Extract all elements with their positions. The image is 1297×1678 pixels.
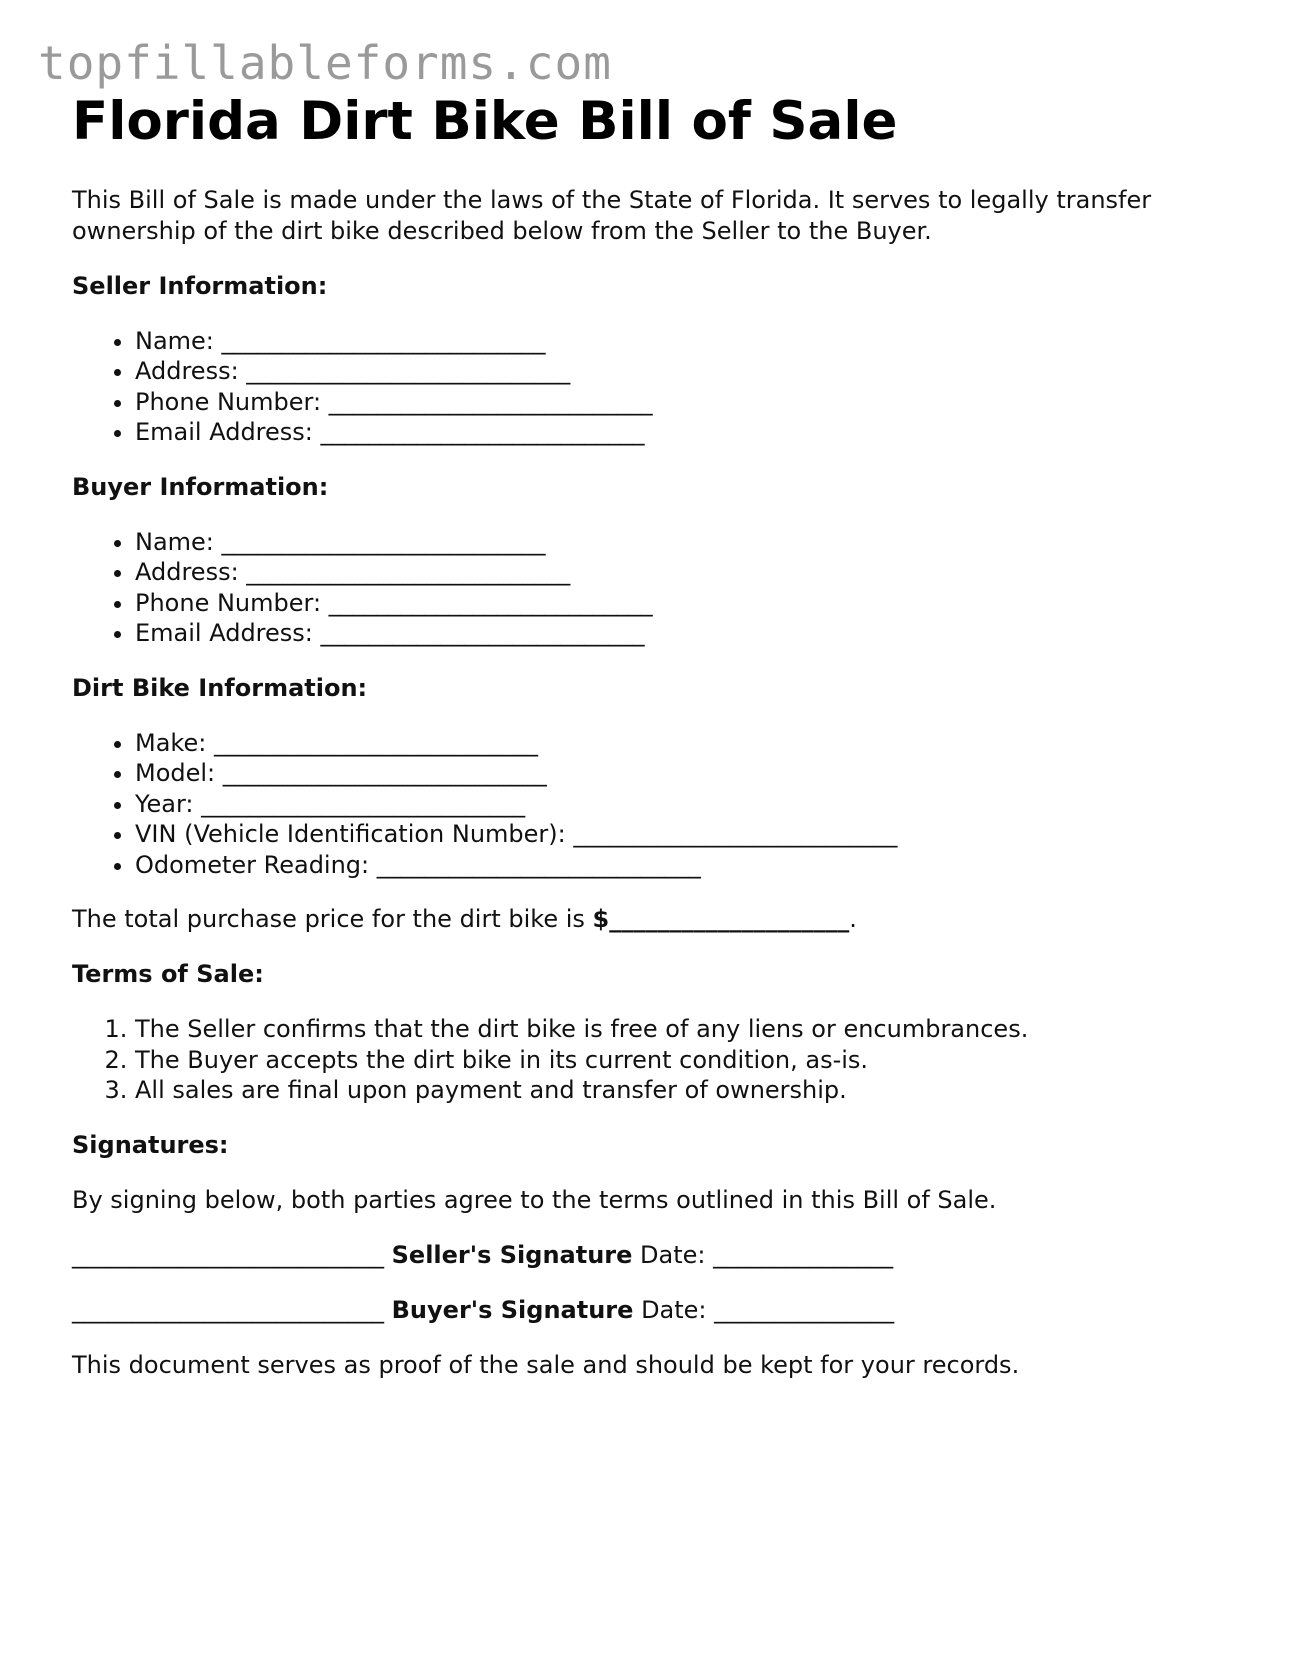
seller-signature-label: Seller's Signature bbox=[391, 1240, 633, 1269]
purchase-price-line bbox=[72, 904, 1252, 935]
buyer-name-field[interactable]: • Name: ___________________________ bbox=[135, 527, 1252, 558]
bike-year-field[interactable]: • Year: ___________________________ bbox=[135, 789, 1252, 820]
buyer-address-field[interactable]: • Address: ___________________________ bbox=[135, 557, 1252, 588]
watermark: topfillableforms.com bbox=[38, 36, 612, 90]
buyer-signature-label: Buyer's Signature bbox=[391, 1295, 634, 1324]
term-item: 2. The Buyer accepts the dirt bike in its current condition, as-is. bbox=[135, 1045, 1252, 1076]
buyer-signature-row bbox=[72, 1295, 1252, 1326]
bike-heading: Dirt Bike Information: bbox=[72, 673, 368, 702]
terms-heading: Terms of Sale: bbox=[72, 960, 264, 989]
buyer-date-field[interactable]: Date: _______________ bbox=[641, 1295, 895, 1324]
terms-list bbox=[72, 1014, 1252, 1106]
buyer-heading: Buyer Information: bbox=[72, 472, 329, 501]
buyer-phone-field[interactable]: • Phone Number: ___________________________ bbox=[135, 588, 1252, 619]
bike-vin-field[interactable]: • VIN (Vehicle Identification Number): ___________________________ bbox=[135, 819, 1252, 850]
seller-heading: Seller Information: bbox=[72, 271, 328, 300]
price-prefix: The total purchase price for the dirt bike is bbox=[72, 905, 593, 934]
seller-fields bbox=[72, 326, 1252, 448]
buyer-email-field[interactable]: • Email Address: ___________________________ bbox=[135, 618, 1252, 649]
seller-date-field[interactable]: Date: _______________ bbox=[640, 1240, 894, 1269]
intro-paragraph: This Bill of Sale is made under the laws of the State of Florida. It serves to legally transfer ownership of the dirt bike described below from the Seller to the Buyer. bbox=[72, 185, 1152, 245]
price-amount-field[interactable]: $____________________ bbox=[592, 905, 850, 934]
seller-name-field[interactable]: • Name: ___________________________ bbox=[135, 326, 1252, 357]
bike-fields bbox=[72, 728, 1252, 881]
seller-signature-row bbox=[72, 1240, 1252, 1271]
signatures-intro: By signing below, both parties agree to the terms outlined in this Bill of Sale. bbox=[72, 1185, 997, 1214]
buyer-fields bbox=[72, 527, 1252, 649]
term-item: 1. The Seller confirms that the dirt bike is free of any liens or encumbrances. bbox=[135, 1014, 1252, 1045]
bike-odometer-field[interactable]: • Odometer Reading: ___________________________ bbox=[135, 850, 1252, 881]
term-item: 3. All sales are final upon payment and transfer of ownership. bbox=[135, 1075, 1252, 1106]
closing-note: This document serves as proof of the sale and should be kept for your records. bbox=[72, 1350, 1020, 1379]
seller-signature-field[interactable]: __________________________ bbox=[72, 1240, 384, 1269]
seller-address-field[interactable]: • Address: ___________________________ bbox=[135, 356, 1252, 387]
seller-phone-field[interactable]: • Phone Number: ___________________________ bbox=[135, 387, 1252, 418]
seller-email-field[interactable]: • Email Address: ___________________________ bbox=[135, 417, 1252, 448]
signatures-heading: Signatures: bbox=[72, 1130, 229, 1159]
buyer-signature-field[interactable]: __________________________ bbox=[72, 1295, 384, 1324]
document bbox=[72, 92, 1252, 1381]
bike-make-field[interactable]: • Make: ___________________________ bbox=[135, 728, 1252, 759]
bike-model-field[interactable]: • Model: ___________________________ bbox=[135, 758, 1252, 789]
price-suffix: . bbox=[849, 905, 857, 934]
document-title: Florida Dirt Bike Bill of Sale bbox=[72, 91, 898, 152]
